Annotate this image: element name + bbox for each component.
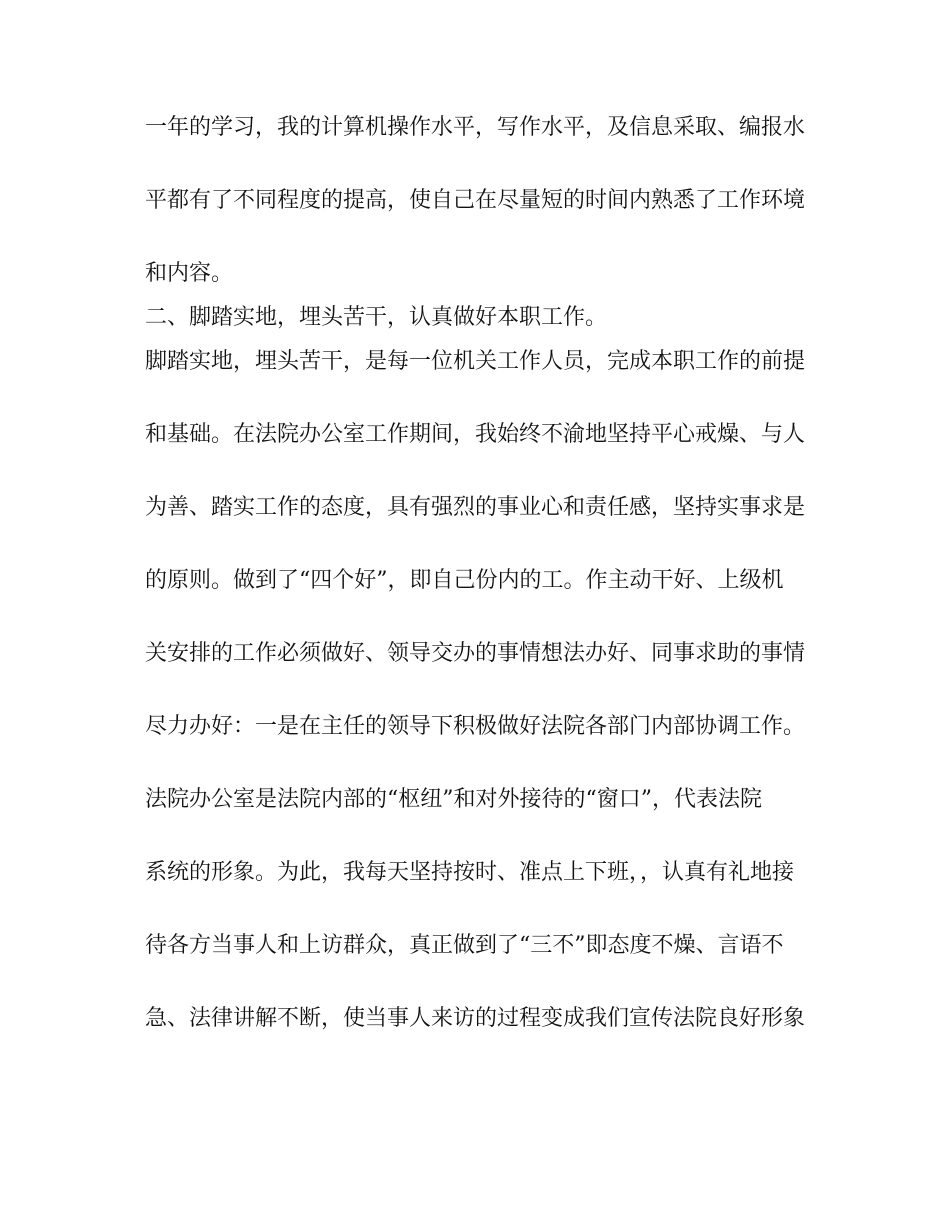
text-line-9: 关安排的工作必须做好、领导交办的事情想法办好、同事求助的事情 (145, 641, 805, 666)
section-heading: 二、脚踏实地，埋头苦干，认真做好本职工作。 (145, 305, 608, 330)
text-line-5: 脚踏实地，埋头苦干，是每一位机关工作人员，完成本职工作的前提 (145, 349, 805, 374)
text-line-14: 急、法律讲解不断，使当事人来访的过程变成我们宣传法院良好形象 (145, 1006, 805, 1031)
text-line-3: 和内容。 (145, 261, 234, 286)
text-line-13: 待各方当事人和上访群众，真正做到了“三不”即态度不燥、言语不 (145, 933, 784, 958)
text-line-7: 为善、踏实工作的态度，具有强烈的事业心和责任感，坚持实事求是 (145, 495, 805, 520)
text-line-11: 法院办公室是法院内部的“枢纽”和对外接待的“窗口”，代表法院 (145, 787, 762, 812)
text-line-1: 一年的学习，我的计算机操作水平，写作水平，及信息采取、编报水 (145, 115, 805, 140)
document-body (145, 106, 805, 1041)
text-line-6: 和基础。在法院办公室工作期间，我始终不渝地坚持平心戒燥、与人 (145, 422, 805, 447)
text-line-8: 的原则。做到了“四个好”，即自己份内的工。作主动干好、上级机 (145, 568, 784, 593)
text-line-12: 系统的形象。为此，我每天坚持按时、准点上下班，，认真有礼地接 (145, 860, 795, 885)
text-line-2: 平都有了不同程度的提高，使自己在尽量短的时间内熟悉了工作环境 (145, 188, 805, 213)
text-line-10: 尽力办好：一是在主任的领导下积极做好法院各部门内部协调工作。 (145, 714, 805, 739)
